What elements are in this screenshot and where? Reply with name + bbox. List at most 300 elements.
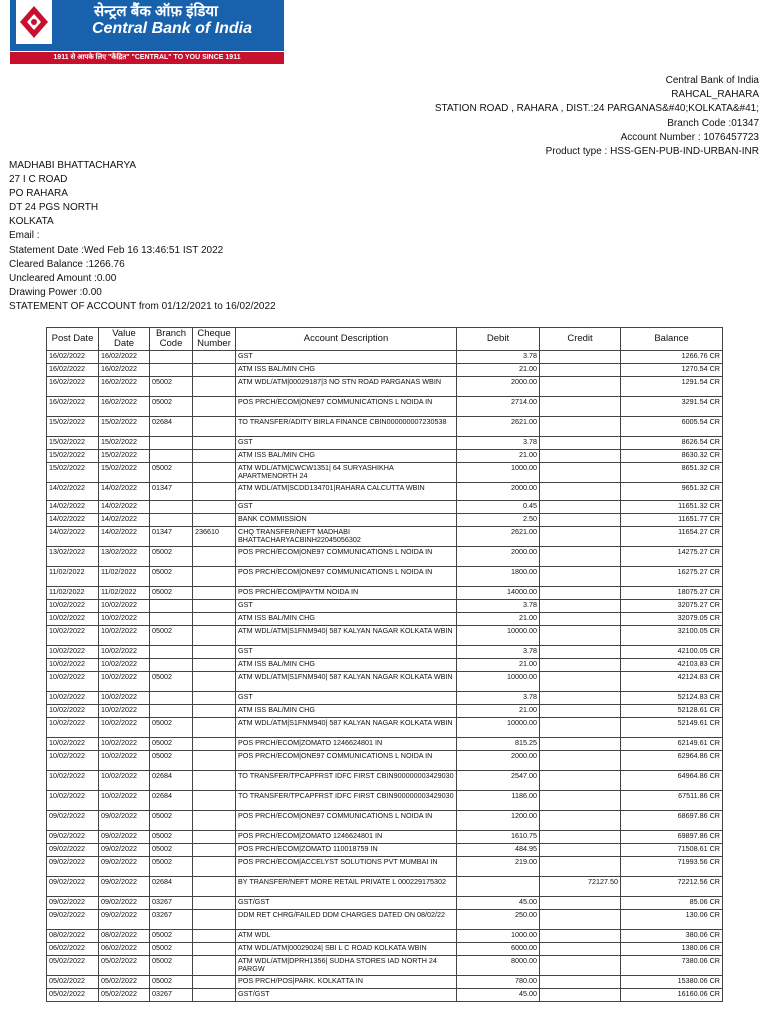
- branch-code-cell: [150, 613, 193, 626]
- description-cell: ATM WDL/ATM|00029187|3 NO STN ROAD PARGANAS WBIN: [236, 377, 457, 397]
- debit-cell: 1186.00: [457, 791, 540, 811]
- value-date-cell: 16/02/2022: [99, 377, 150, 397]
- table-row: [47, 501, 723, 514]
- table-row: [47, 857, 723, 877]
- debit-cell: 14000.00: [457, 587, 540, 600]
- debit-cell: 0.45: [457, 501, 540, 514]
- description-cell: POS PRCH/ECOM|ZOMATO 1246624801 IN: [236, 738, 457, 751]
- value-date-cell: 15/02/2022: [99, 417, 150, 437]
- cheque-number-cell: [193, 501, 236, 514]
- post-date-cell: 16/02/2022: [47, 351, 99, 364]
- transactions-table: [46, 327, 723, 1002]
- cheque-number-cell: [193, 692, 236, 705]
- branch-code-cell: 03267: [150, 910, 193, 930]
- description-cell: ATM WDL: [236, 930, 457, 943]
- logo-tagline: 1911 से आपके लिए "केंद्रित" "CENTRAL" TO YOU SINCE 1911: [10, 52, 284, 64]
- value-date-cell: 10/02/2022: [99, 626, 150, 646]
- credit-cell: [540, 567, 621, 587]
- credit-cell: [540, 417, 621, 437]
- description-cell: POS PRCH/ECOM|ONE97 COMMUNICATIONS L NOIDA IN: [236, 811, 457, 831]
- value-date-cell: 10/02/2022: [99, 705, 150, 718]
- balance-cell: 380.06 CR: [621, 930, 723, 943]
- cheque-number-cell: [193, 397, 236, 417]
- description-cell: BANK COMMISSION: [236, 514, 457, 527]
- branch-code-cell: [150, 692, 193, 705]
- table-row: [47, 897, 723, 910]
- branch-name: RAHCAL_RAHARA: [671, 89, 759, 101]
- table-row: [47, 514, 723, 527]
- description-cell: BY TRANSFER/NEFT MORE RETAIL PRIVATE L 000229175302: [236, 877, 457, 897]
- balance-cell: 52149.61 CR: [621, 718, 723, 738]
- cheque-number-cell: [193, 718, 236, 738]
- uncleared-amount: Uncleared Amount :0.00: [9, 272, 117, 284]
- debit-cell: 10000.00: [457, 626, 540, 646]
- post-date-cell: 09/02/2022: [47, 897, 99, 910]
- value-date-cell: 09/02/2022: [99, 897, 150, 910]
- credit-cell: [540, 857, 621, 877]
- description-cell: GST: [236, 600, 457, 613]
- credit-cell: [540, 501, 621, 514]
- description-cell: ATM WDL/ATM|S1FNM940| 587 KALYAN NAGAR KOLKATA WBIN: [236, 718, 457, 738]
- table-row: [47, 646, 723, 659]
- balance-cell: 1266.76 CR: [621, 351, 723, 364]
- branch-code-cell: [150, 705, 193, 718]
- post-date-cell: 06/02/2022: [47, 943, 99, 956]
- description-cell: POS PRCH/POS|PARK. KOLKATTA IN: [236, 976, 457, 989]
- branch-code-cell: [150, 450, 193, 463]
- value-date-cell: 09/02/2022: [99, 811, 150, 831]
- table-row: [47, 738, 723, 751]
- cheque-number-cell: [193, 910, 236, 930]
- debit-cell: 8000.00: [457, 956, 540, 976]
- branch-code-cell: 05002: [150, 930, 193, 943]
- branch-code-cell: 05002: [150, 547, 193, 567]
- credit-cell: [540, 672, 621, 692]
- post-date-cell: 08/02/2022: [47, 930, 99, 943]
- credit-cell: [540, 613, 621, 626]
- branch-code-cell: [150, 646, 193, 659]
- value-date-cell: 05/02/2022: [99, 976, 150, 989]
- header-debit: Debit: [457, 328, 540, 351]
- table-row: [47, 351, 723, 364]
- balance-cell: 71993.56 CR: [621, 857, 723, 877]
- debit-cell: 21.00: [457, 364, 540, 377]
- branch-code-cell: 03267: [150, 989, 193, 1002]
- table-row: [47, 771, 723, 791]
- value-date-cell: 13/02/2022: [99, 547, 150, 567]
- branch-code-cell: 01347: [150, 527, 193, 547]
- description-cell: ATM WDL/ATM|S1FNM940| 587 KALYAN NAGAR KOLKATA WBIN: [236, 672, 457, 692]
- description-cell: ATM WDL/ATM|00029024| SBI L C ROAD KOLKATA WBIN: [236, 943, 457, 956]
- value-date-cell: 15/02/2022: [99, 463, 150, 483]
- debit-cell: 10000.00: [457, 718, 540, 738]
- cheque-number-cell: [193, 811, 236, 831]
- credit-cell: [540, 377, 621, 397]
- header-value-date: Value Date: [99, 328, 150, 351]
- table-row: [47, 659, 723, 672]
- debit-cell: 21.00: [457, 613, 540, 626]
- cheque-number-cell: [193, 738, 236, 751]
- credit-cell: [540, 463, 621, 483]
- post-date-cell: 15/02/2022: [47, 437, 99, 450]
- debit-cell: 250.00: [457, 910, 540, 930]
- cheque-number-cell: 236610: [193, 527, 236, 547]
- post-date-cell: 15/02/2022: [47, 450, 99, 463]
- description-cell: ATM ISS BAL/MIN CHG: [236, 450, 457, 463]
- cheque-number-cell: [193, 483, 236, 501]
- branch-code-cell: 05002: [150, 587, 193, 600]
- value-date-cell: 10/02/2022: [99, 771, 150, 791]
- table-row: [47, 397, 723, 417]
- balance-cell: 16160.06 CR: [621, 989, 723, 1002]
- value-date-cell: 15/02/2022: [99, 450, 150, 463]
- table-row: [47, 527, 723, 547]
- branch-code-cell: 02684: [150, 417, 193, 437]
- cheque-number-cell: [193, 976, 236, 989]
- cheque-number-cell: [193, 626, 236, 646]
- credit-cell: [540, 692, 621, 705]
- credit-cell: [540, 811, 621, 831]
- post-date-cell: 09/02/2022: [47, 910, 99, 930]
- post-date-cell: 14/02/2022: [47, 483, 99, 501]
- header-cheque-number: Cheque Number: [193, 328, 236, 351]
- balance-cell: 11654.27 CR: [621, 527, 723, 547]
- post-date-cell: 10/02/2022: [47, 613, 99, 626]
- credit-cell: [540, 791, 621, 811]
- post-date-cell: 16/02/2022: [47, 364, 99, 377]
- customer-address-line-3: DT 24 PGS NORTH: [9, 202, 99, 214]
- post-date-cell: 15/02/2022: [47, 463, 99, 483]
- post-date-cell: 10/02/2022: [47, 692, 99, 705]
- credit-cell: [540, 450, 621, 463]
- debit-cell: 484.95: [457, 844, 540, 857]
- logo-english-name: Central Bank of India: [92, 20, 253, 37]
- customer-email: Email :: [9, 230, 40, 242]
- debit-cell: 3.78: [457, 646, 540, 659]
- credit-cell: [540, 527, 621, 547]
- balance-cell: 69897.86 CR: [621, 831, 723, 844]
- branch-code-cell: 05002: [150, 831, 193, 844]
- credit-cell: [540, 600, 621, 613]
- balance-cell: 62149.61 CR: [621, 738, 723, 751]
- cheque-number-cell: [193, 514, 236, 527]
- branch-code-cell: 05002: [150, 377, 193, 397]
- table-row: [47, 791, 723, 811]
- table-row: [47, 417, 723, 437]
- debit-cell: 21.00: [457, 659, 540, 672]
- branch-code-cell: 05002: [150, 397, 193, 417]
- balance-cell: 1291.54 CR: [621, 377, 723, 397]
- branch-code-cell: 05002: [150, 567, 193, 587]
- credit-cell: [540, 831, 621, 844]
- description-cell: ATM WDL/ATM|SCDD134701|RAHARA CALCUTTA WBIN: [236, 483, 457, 501]
- credit-cell: [540, 910, 621, 930]
- description-cell: TO TRANSFER/ADITY BIRLA FINANCE CBIN000000007230538: [236, 417, 457, 437]
- value-date-cell: 05/02/2022: [99, 989, 150, 1002]
- description-cell: GST/GST: [236, 989, 457, 1002]
- description-cell: ATM ISS BAL/MIN CHG: [236, 613, 457, 626]
- customer-address-line-2: PO RAHARA: [9, 188, 68, 200]
- debit-cell: 2547.00: [457, 771, 540, 791]
- description-cell: POS PRCH/ECOM|ONE97 COMMUNICATIONS L NOIDA IN: [236, 751, 457, 771]
- statement-date: Statement Date :Wed Feb 16 13:46:51 IST 2022: [9, 244, 224, 256]
- cheque-number-cell: [193, 659, 236, 672]
- value-date-cell: 08/02/2022: [99, 930, 150, 943]
- customer-info-block: [9, 159, 276, 314]
- cheque-number-cell: [193, 705, 236, 718]
- value-date-cell: 10/02/2022: [99, 600, 150, 613]
- table-row: [47, 377, 723, 397]
- value-date-cell: 16/02/2022: [99, 351, 150, 364]
- post-date-cell: 05/02/2022: [47, 956, 99, 976]
- branch-code-cell: 05002: [150, 844, 193, 857]
- table-row: [47, 811, 723, 831]
- post-date-cell: 10/02/2022: [47, 738, 99, 751]
- debit-cell: 21.00: [457, 450, 540, 463]
- cheque-number-cell: [193, 956, 236, 976]
- table-row: [47, 613, 723, 626]
- table-row: [47, 437, 723, 450]
- branch-code-cell: [150, 364, 193, 377]
- debit-cell: 1610.75: [457, 831, 540, 844]
- credit-cell: [540, 844, 621, 857]
- table-row: [47, 956, 723, 976]
- value-date-cell: 10/02/2022: [99, 646, 150, 659]
- value-date-cell: 11/02/2022: [99, 567, 150, 587]
- value-date-cell: 10/02/2022: [99, 791, 150, 811]
- balance-cell: 11651.32 CR: [621, 501, 723, 514]
- description-cell: ATM WDL/ATM|S1FNM940| 587 KALYAN NAGAR KOLKATA WBIN: [236, 626, 457, 646]
- post-date-cell: 10/02/2022: [47, 672, 99, 692]
- credit-cell: [540, 943, 621, 956]
- balance-cell: 68697.86 CR: [621, 811, 723, 831]
- value-date-cell: 09/02/2022: [99, 877, 150, 897]
- balance-cell: 7380.06 CR: [621, 956, 723, 976]
- debit-cell: 2714.00: [457, 397, 540, 417]
- value-date-cell: 16/02/2022: [99, 397, 150, 417]
- debit-cell: 2000.00: [457, 751, 540, 771]
- branch-code-cell: 05002: [150, 463, 193, 483]
- cheque-number-cell: [193, 844, 236, 857]
- debit-cell: 45.00: [457, 897, 540, 910]
- table-row: [47, 547, 723, 567]
- balance-cell: 64964.86 CR: [621, 771, 723, 791]
- balance-cell: 52128.61 CR: [621, 705, 723, 718]
- description-cell: GST: [236, 646, 457, 659]
- credit-cell: [540, 437, 621, 450]
- post-date-cell: 15/02/2022: [47, 417, 99, 437]
- branch-code-cell: 05002: [150, 718, 193, 738]
- debit-cell: [457, 877, 540, 897]
- table-row: [47, 600, 723, 613]
- credit-cell: [540, 351, 621, 364]
- balance-cell: 3291.54 CR: [621, 397, 723, 417]
- branch-code-cell: [150, 351, 193, 364]
- table-row: [47, 705, 723, 718]
- credit-cell: [540, 976, 621, 989]
- table-row: [47, 718, 723, 738]
- balance-cell: 9651.32 CR: [621, 483, 723, 501]
- cheque-number-cell: [193, 943, 236, 956]
- table-row: [47, 567, 723, 587]
- branch-code-cell: [150, 659, 193, 672]
- account-number: Account Number : 1076457723: [620, 131, 759, 143]
- cheque-number-cell: [193, 377, 236, 397]
- credit-cell: [540, 514, 621, 527]
- cheque-number-cell: [193, 587, 236, 600]
- debit-cell: 2.50: [457, 514, 540, 527]
- cheque-number-cell: [193, 831, 236, 844]
- header-post-date: Post Date: [47, 328, 99, 351]
- product-type: Product type : HSS-GEN-PUB-IND-URBAN-INR: [545, 146, 759, 158]
- debit-cell: 3.78: [457, 351, 540, 364]
- branch-code-cell: 05002: [150, 811, 193, 831]
- balance-cell: 32075.27 CR: [621, 600, 723, 613]
- value-date-cell: 10/02/2022: [99, 718, 150, 738]
- statement-period: STATEMENT OF ACCOUNT from 01/12/2021 to 16/02/2022: [9, 300, 276, 312]
- post-date-cell: 11/02/2022: [47, 587, 99, 600]
- post-date-cell: 16/02/2022: [47, 377, 99, 397]
- description-cell: CHQ TRANSFER/NEFT MADHABI BHATTACHARYACBINH22045056302: [236, 527, 457, 547]
- credit-cell: [540, 705, 621, 718]
- post-date-cell: 05/02/2022: [47, 976, 99, 989]
- description-cell: DDM RET CHRG/FAILED DDM CHARGES DATED ON 08/02/22: [236, 910, 457, 930]
- debit-cell: 3.78: [457, 692, 540, 705]
- value-date-cell: 11/02/2022: [99, 587, 150, 600]
- table-row: [47, 943, 723, 956]
- post-date-cell: 10/02/2022: [47, 751, 99, 771]
- debit-cell: 219.00: [457, 857, 540, 877]
- description-cell: ATM ISS BAL/MIN CHG: [236, 364, 457, 377]
- table-row: [47, 483, 723, 501]
- branch-code-cell: 05002: [150, 738, 193, 751]
- post-date-cell: 10/02/2022: [47, 646, 99, 659]
- credit-cell: [540, 738, 621, 751]
- cleared-balance: Cleared Balance :1266.76: [9, 258, 125, 270]
- post-date-cell: 14/02/2022: [47, 501, 99, 514]
- cheque-number-cell: [193, 791, 236, 811]
- credit-cell: [540, 587, 621, 600]
- table-header-row: [47, 328, 723, 351]
- credit-cell: [540, 989, 621, 1002]
- branch-code-cell: [150, 600, 193, 613]
- value-date-cell: 10/02/2022: [99, 692, 150, 705]
- description-cell: POS PRCH/ECOM|ACCELYST SOLUTIONS PVT MUMBAI IN: [236, 857, 457, 877]
- post-date-cell: 13/02/2022: [47, 547, 99, 567]
- value-date-cell: 10/02/2022: [99, 738, 150, 751]
- debit-cell: 45.00: [457, 989, 540, 1002]
- cheque-number-cell: [193, 417, 236, 437]
- branch-code: Branch Code :01347: [667, 117, 759, 129]
- value-date-cell: 10/02/2022: [99, 613, 150, 626]
- bank-info-block: [435, 74, 759, 159]
- post-date-cell: 09/02/2022: [47, 857, 99, 877]
- cheque-number-cell: [193, 771, 236, 791]
- debit-cell: 1000.00: [457, 930, 540, 943]
- value-date-cell: 05/02/2022: [99, 956, 150, 976]
- branch-code-cell: 05002: [150, 943, 193, 956]
- post-date-cell: 10/02/2022: [47, 659, 99, 672]
- credit-cell: [540, 397, 621, 417]
- value-date-cell: 09/02/2022: [99, 844, 150, 857]
- description-cell: ATM WDL/ATM|CWCW1351| 64 SURYASHIKHA APARTMENORTH 24: [236, 463, 457, 483]
- description-cell: GST: [236, 351, 457, 364]
- credit-cell: [540, 626, 621, 646]
- header-branch-code: Branch Code: [150, 328, 193, 351]
- credit-cell: [540, 364, 621, 377]
- branch-code-cell: 02684: [150, 877, 193, 897]
- post-date-cell: 09/02/2022: [47, 831, 99, 844]
- balance-cell: 8630.32 CR: [621, 450, 723, 463]
- cheque-number-cell: [193, 547, 236, 567]
- value-date-cell: 14/02/2022: [99, 501, 150, 514]
- post-date-cell: 10/02/2022: [47, 626, 99, 646]
- cheque-number-cell: [193, 463, 236, 483]
- debit-cell: 780.00: [457, 976, 540, 989]
- table-row: [47, 751, 723, 771]
- customer-address-line-1: 27 I C ROAD: [9, 174, 68, 186]
- branch-code-cell: 05002: [150, 956, 193, 976]
- value-date-cell: 15/02/2022: [99, 437, 150, 450]
- cheque-number-cell: [193, 751, 236, 771]
- branch-code-cell: 02684: [150, 771, 193, 791]
- cheque-number-cell: [193, 567, 236, 587]
- branch-code-cell: [150, 437, 193, 450]
- balance-cell: 67511.86 CR: [621, 791, 723, 811]
- table-row: [47, 672, 723, 692]
- credit-cell: [540, 646, 621, 659]
- value-date-cell: 10/02/2022: [99, 659, 150, 672]
- description-cell: ATM ISS BAL/MIN CHG: [236, 705, 457, 718]
- balance-cell: 18075.27 CR: [621, 587, 723, 600]
- debit-cell: 1200.00: [457, 811, 540, 831]
- cheque-number-cell: [193, 437, 236, 450]
- header-account-description: Account Description: [236, 328, 457, 351]
- cheque-number-cell: [193, 672, 236, 692]
- cheque-number-cell: [193, 897, 236, 910]
- debit-cell: 3.78: [457, 437, 540, 450]
- post-date-cell: 10/02/2022: [47, 718, 99, 738]
- balance-cell: 71508.61 CR: [621, 844, 723, 857]
- branch-code-cell: [150, 501, 193, 514]
- post-date-cell: 11/02/2022: [47, 567, 99, 587]
- balance-cell: 52124.83 CR: [621, 692, 723, 705]
- post-date-cell: 10/02/2022: [47, 791, 99, 811]
- description-cell: GST/GST: [236, 897, 457, 910]
- post-date-cell: 14/02/2022: [47, 527, 99, 547]
- branch-code-cell: [150, 514, 193, 527]
- debit-cell: 2000.00: [457, 547, 540, 567]
- cheque-number-cell: [193, 351, 236, 364]
- description-cell: TO TRANSFER/TPCAPFRST IDFC FIRST CBIN900000003429030: [236, 771, 457, 791]
- debit-cell: 2621.00: [457, 417, 540, 437]
- debit-cell: 21.00: [457, 705, 540, 718]
- balance-cell: 6005.54 CR: [621, 417, 723, 437]
- value-date-cell: 09/02/2022: [99, 910, 150, 930]
- debit-cell: 815.25: [457, 738, 540, 751]
- cheque-number-cell: [193, 877, 236, 897]
- table-row: [47, 831, 723, 844]
- cheque-number-cell: [193, 989, 236, 1002]
- description-cell: GST: [236, 501, 457, 514]
- table-row: [47, 587, 723, 600]
- credit-cell: [540, 547, 621, 567]
- balance-cell: 14275.27 CR: [621, 547, 723, 567]
- description-cell: ATM ISS BAL/MIN CHG: [236, 659, 457, 672]
- value-date-cell: 09/02/2022: [99, 857, 150, 877]
- table-row: [47, 450, 723, 463]
- credit-cell: [540, 930, 621, 943]
